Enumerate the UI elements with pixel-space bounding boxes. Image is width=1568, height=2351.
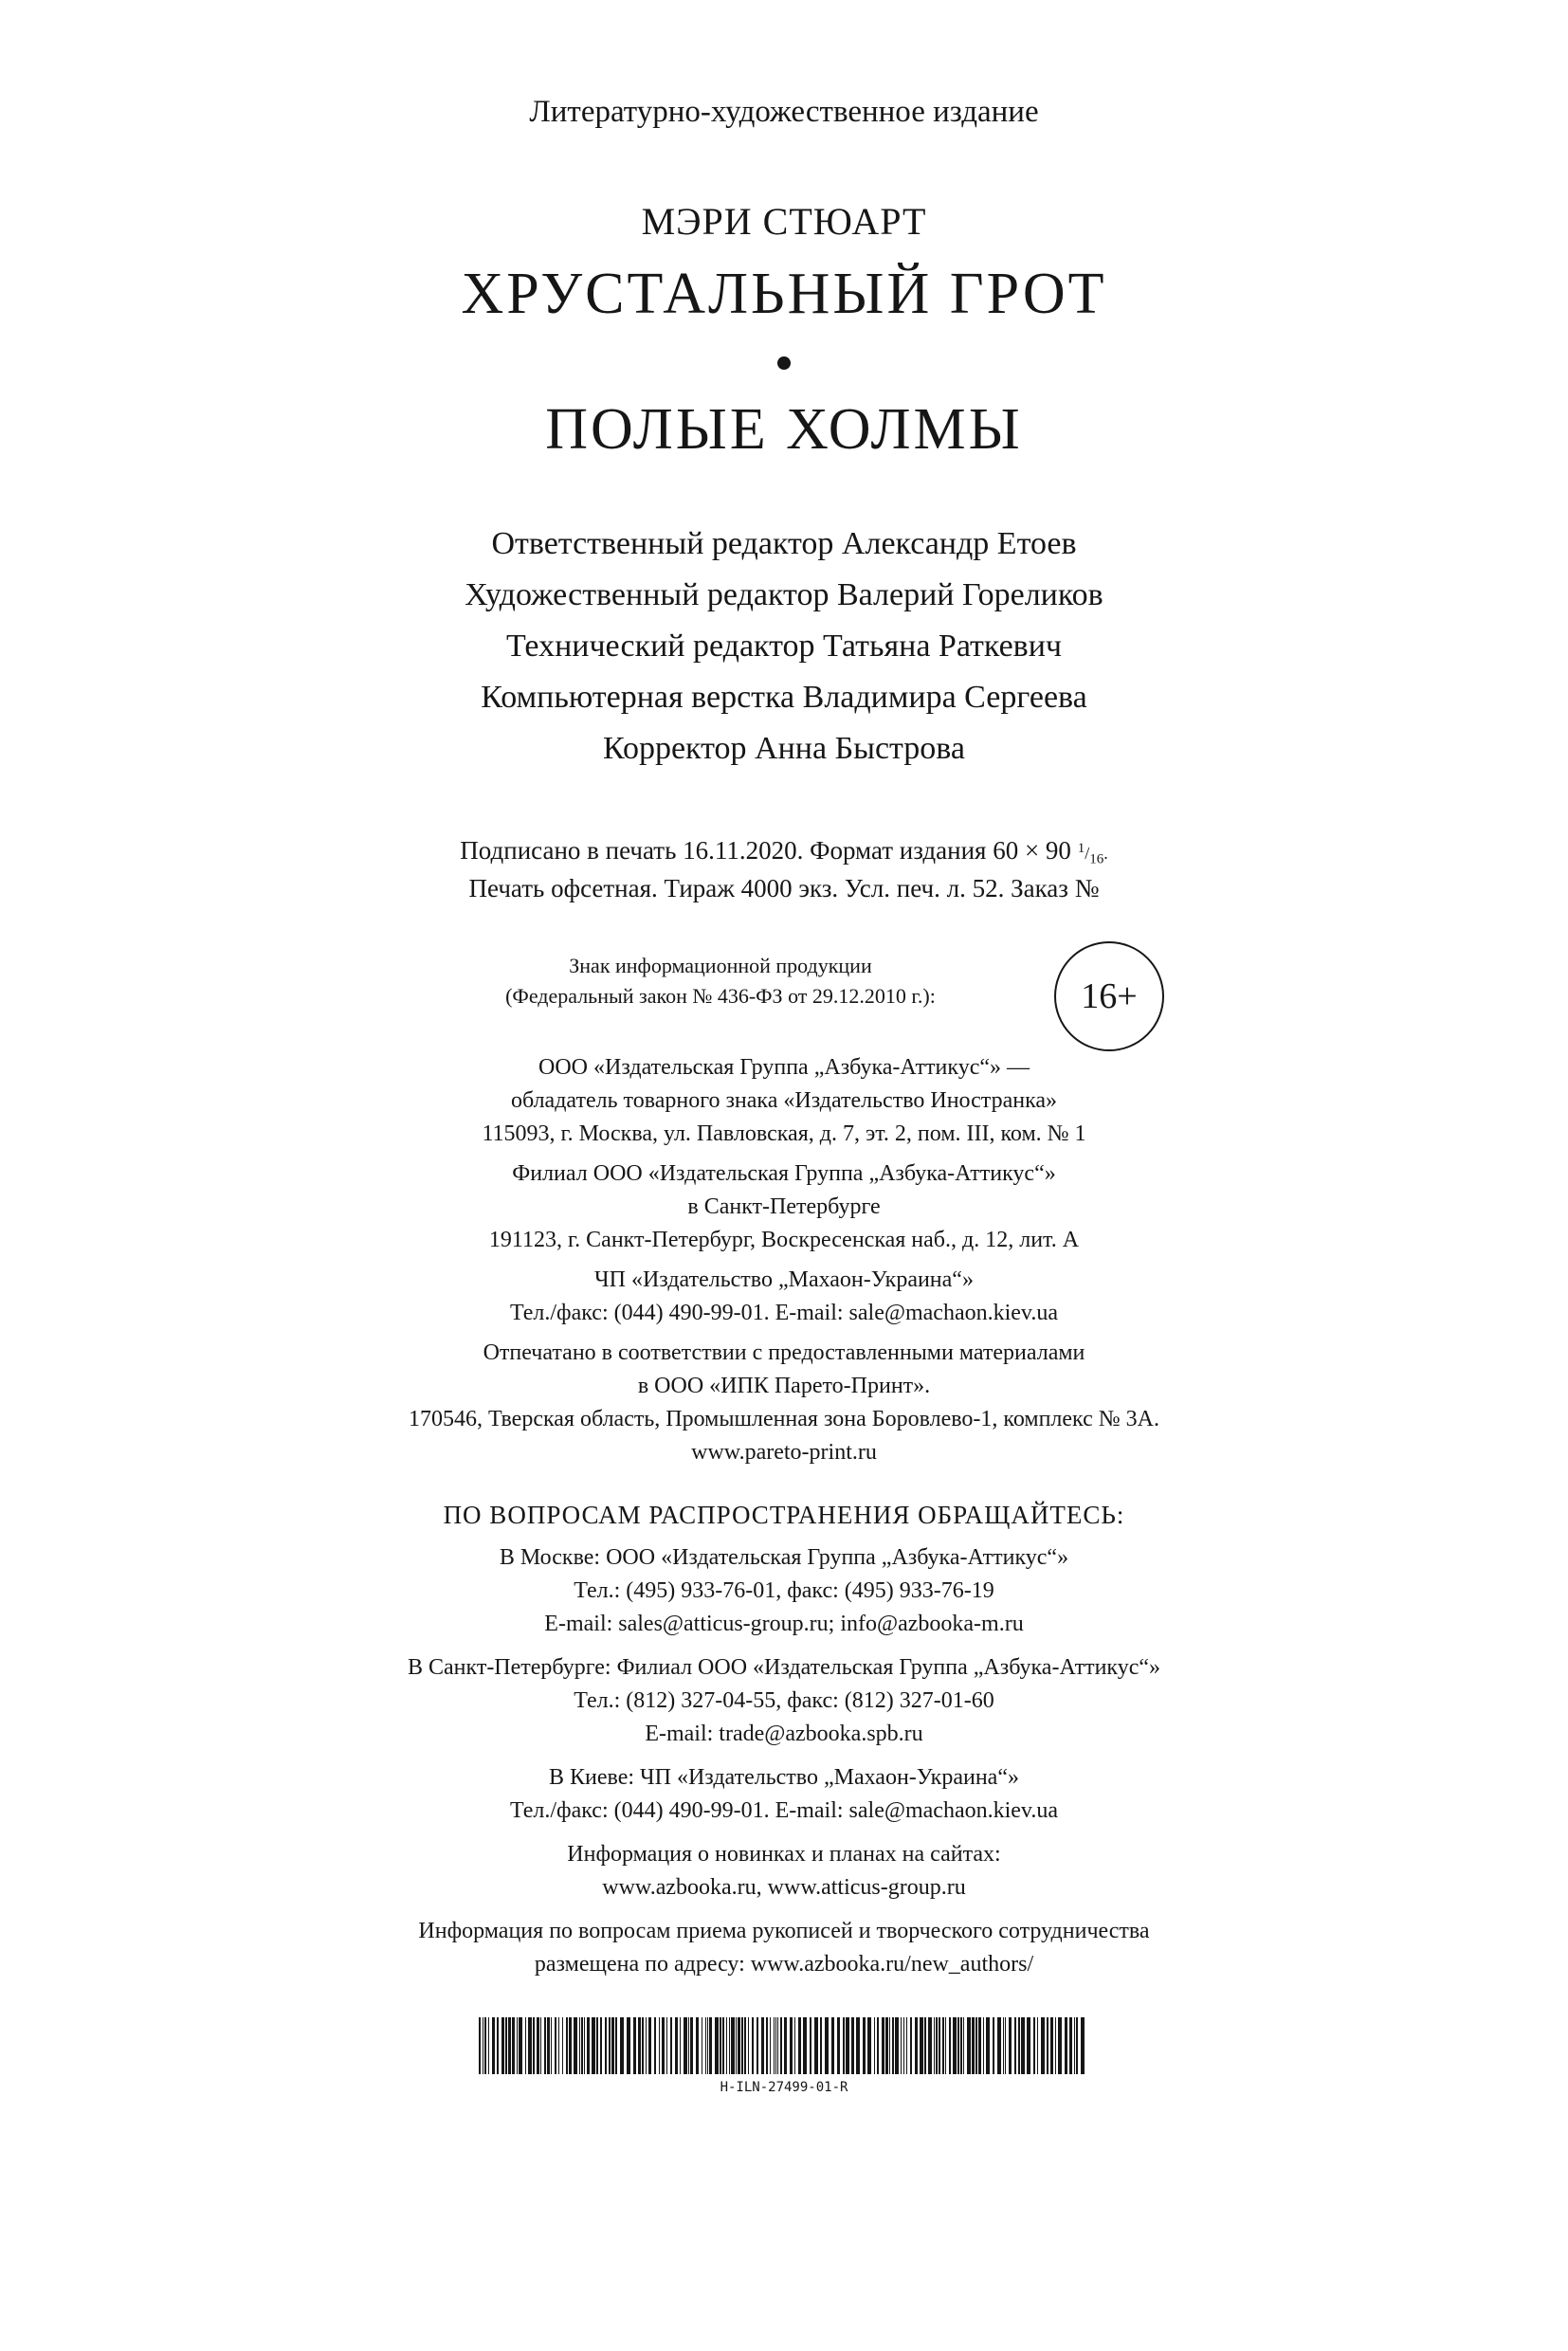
printer-line: 170546, Тверская область, Промышленная зона Боровлево-1, комплекс № 3А. xyxy=(409,1407,1159,1431)
distribution-line: Тел.: (812) 327-04-55, факс: (812) 327-01-60 xyxy=(574,1688,994,1713)
fraction-numerator: 1 xyxy=(1077,841,1085,856)
distribution-line: E-mail: trade@azbooka.spb.ru xyxy=(645,1722,923,1746)
distribution-line: В Санкт-Петербурге: Филиал ООО «Издательская Группа „Азбука-Аттикус“» xyxy=(407,1655,1161,1680)
publisher-line: ЧП «Издательство „Махаон-Украина“» xyxy=(594,1267,974,1292)
credit-line: Ответственный редактор Александр Етоев xyxy=(491,526,1077,561)
genre-line: Литературно-художественное издание xyxy=(529,95,1039,129)
credit-line: Корректор Анна Быстрова xyxy=(602,731,966,766)
info-sign-line-1: Знак информационной продукции xyxy=(569,954,872,977)
distribution-line: Тел./факс: (044) 490-99-01. E-mail: sale@machaon.kiev.ua xyxy=(509,1798,1059,1823)
printer-line: в ООО «ИПК Парето-Принт». xyxy=(637,1374,931,1398)
publisher-line: ООО «Издательская Группа „Азбука-Аттикус“» — xyxy=(538,1055,1030,1080)
print-info-line-2: Печать офсетная. Тираж 4000 экз. Усл. печ. л. 52. Заказ № xyxy=(468,874,1100,902)
printer-website: www.pareto-print.ru xyxy=(691,1440,877,1465)
distribution-line: Тел.: (495) 933-76-01, факс: (495) 933-76-19 xyxy=(574,1578,994,1603)
publisher-line: в Санкт-Петербурге xyxy=(687,1194,881,1219)
credit-line: Технический редактор Татьяна Раткевич xyxy=(505,629,1063,664)
credit-line: Художественный редактор Валерий Гореликов xyxy=(465,577,1103,612)
publisher-line: 115093, г. Москва, ул. Павловская, д. 7, эт. 2, пом. III, ком. № 1 xyxy=(482,1121,1086,1146)
age-rating-badge: 16+ xyxy=(1054,941,1164,1051)
distribution-line: В Киеве: ЧП «Издательство „Махаон-Украина“» xyxy=(549,1765,1019,1790)
websites-line: www.azbooka.ru, www.atticus-group.ru xyxy=(602,1875,966,1900)
format-fraction: $^1/_{16}$. xyxy=(1077,841,1108,867)
print-info-text: Подписано в печать 16.11.2020. Формат издания 60 × 90 xyxy=(460,836,1071,865)
author-name: МЭРИ СТЮАРТ xyxy=(641,200,927,243)
printer-line: Отпечатано в соответствии с предоставленными материалами xyxy=(483,1340,1085,1365)
barcode-caption: H-ILN-27499-01-R xyxy=(720,2080,848,2095)
info-sign-line-2: (Федеральный закон № 436-ФЗ от 29.12.2010 г.): xyxy=(505,984,936,1008)
print-info-line-1 xyxy=(0,836,1568,868)
websites-info-line: Информация о новинках и планах на сайтах: xyxy=(567,1842,1001,1867)
distribution-heading: ПО ВОПРОСАМ РАСПРОСТРАНЕНИЯ ОБРАЩАЙТЕСЬ: xyxy=(443,1501,1125,1529)
publisher-line: Филиал ООО «Издательская Группа „Азбука-Аттикус“» xyxy=(512,1161,1056,1186)
title-crystal-cave: ХРУСТАЛЬНЫЙ ГРОТ xyxy=(461,262,1107,326)
credit-line: Компьютерная верстка Владимира Сергеева xyxy=(481,680,1087,715)
barcode xyxy=(479,2017,1090,2074)
info-sign-text xyxy=(398,951,1043,1011)
distribution-line: E-mail: sales@atticus-group.ru; info@azbooka-m.ru xyxy=(544,1612,1024,1636)
title-hollow-hills: ПОЛЫЕ ХОЛМЫ xyxy=(545,397,1023,462)
manuscripts-info-line: Информация по вопросам приема рукописей и творческого сотрудничества xyxy=(418,1919,1150,1943)
publisher-line: 191123, г. Санкт-Петербург, Воскресенская наб., д. 12, лит. А xyxy=(488,1228,1080,1252)
fraction-denominator: 16 xyxy=(1089,851,1104,867)
distribution-line: В Москве: ООО «Издательская Группа „Азбука-Аттикус“» xyxy=(499,1545,1069,1570)
publisher-line: обладатель товарного знака «Издательство Иностранка» xyxy=(510,1088,1058,1113)
title-separator-dot xyxy=(777,356,791,370)
manuscripts-address-line: размещена по адресу: www.azbooka.ru/new_authors/ xyxy=(534,1952,1034,1977)
publisher-line: Тел./факс: (044) 490-99-01. E-mail: sale@machaon.kiev.ua xyxy=(509,1301,1059,1325)
